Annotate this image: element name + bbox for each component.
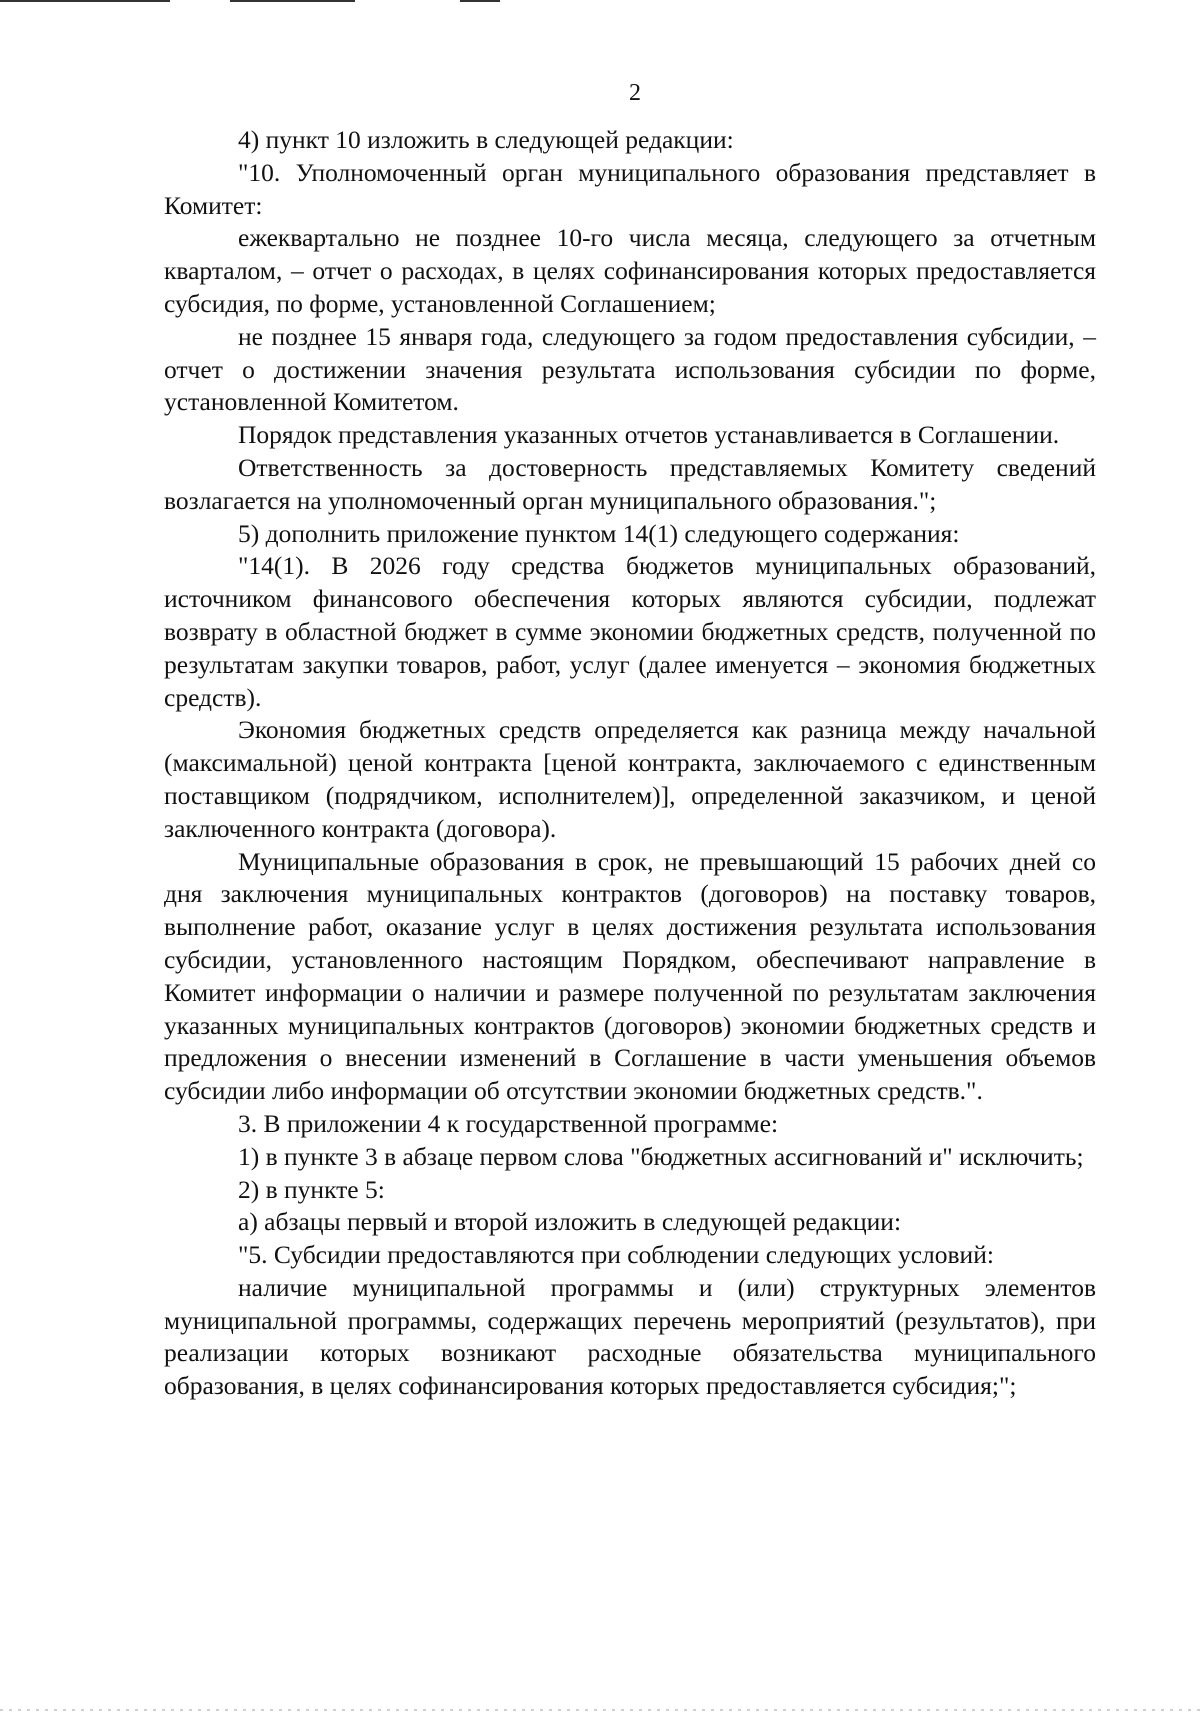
paragraph: а) абзацы первый и второй изложить в следующей редакции: (238, 1207, 902, 1237)
paragraph: 5) дополнить приложение пунктом 14(1) следующего содержания: (238, 518, 960, 548)
page-number: 2 (629, 80, 641, 106)
scan-bottom-noise (0, 1709, 1200, 1711)
paragraph: "10. Уполномоченный орган муниципального образования представляет в Комитет: (164, 157, 1096, 220)
paragraph: 1) в пункте 3 в абзаце первом слова "бюджетных ассигнований и" исключить; (238, 1141, 1084, 1171)
paragraph: "14(1). В 2026 году средства бюджетов муниципальных образований, источником финансового обеспечения которых являются субсидии, подлежат возврату в областной бюджет в сумме экономии бюджетных средств, полученной по результатам закупки товаров, работ, услуг (далее именуется – экономия бюджетных средств). (164, 551, 1096, 712)
scan-edge-mark (230, 0, 355, 2)
paragraph: 2) в пункте 5: (238, 1174, 385, 1204)
paragraph: 4) пункт 10 изложить в следующей редакции: (238, 125, 734, 154)
paragraph: 3. В приложении 4 к государственной программе: (238, 1108, 779, 1138)
paragraph: Муниципальные образования в срок, не превышающий 15 рабочих дней со дня заключения муниципальных контрактов (договоров) на поставку товаров, выполнение работ, оказание услуг в целях достижения результата использования субсидии, установленного настоящим Порядком, обеспечивают направление в Комитет информации о наличии и размере полученной по результатам заключения указанных муниципальных контрактов (договоров) экономии бюджетных средств и предложения о внесении изменений в Соглашение в части уменьшения объемов субсидии либо информации об отсутствии экономии бюджетных средств.". (164, 846, 1096, 1106)
paragraph: ежеквартально не позднее 10-го числа месяца, следующего за отчетным кварталом, – отчет о расходах, в целях софинансирования которых предоставляется субсидия, по форме, установленной Соглашением; (164, 223, 1096, 318)
paragraph: Ответственность за достоверность представляемых Комитету сведений возлагается на уполномоченный орган муниципального образования."; (164, 452, 1096, 515)
scan-edge-mark (0, 0, 170, 2)
paragraph: наличие муниципальной программы и (или) структурных элементов муниципальной программы, содержащих перечень мероприятий (результатов), при реализации которых возникают расходные обязательства муниципального образования, в целях софинансирования которых предоставляется субсидия;"; (164, 1272, 1096, 1401)
paragraph: Порядок представления указанных отчетов устанавливается в Соглашении. (238, 420, 1060, 450)
paragraph: "5. Субсидии предоставляются при соблюдении следующих условий: (238, 1240, 994, 1270)
scan-edge-mark (460, 0, 500, 2)
document-body (164, 124, 1096, 1403)
paragraph: не позднее 15 января года, следующего за годом предоставления субсидии, – отчет о достижении значения результата использования субсидии по форме, установленной Комитетом. (164, 321, 1096, 417)
paragraph: Экономия бюджетных средств определяется как разница между начальной (максимальной) ценой контракта [ценой контракта, заключаемого с единственным поставщиком (подрядчиком, исполнителем)], определенной заказчиком, и ценой заключенного контракта (договора). (164, 715, 1096, 843)
